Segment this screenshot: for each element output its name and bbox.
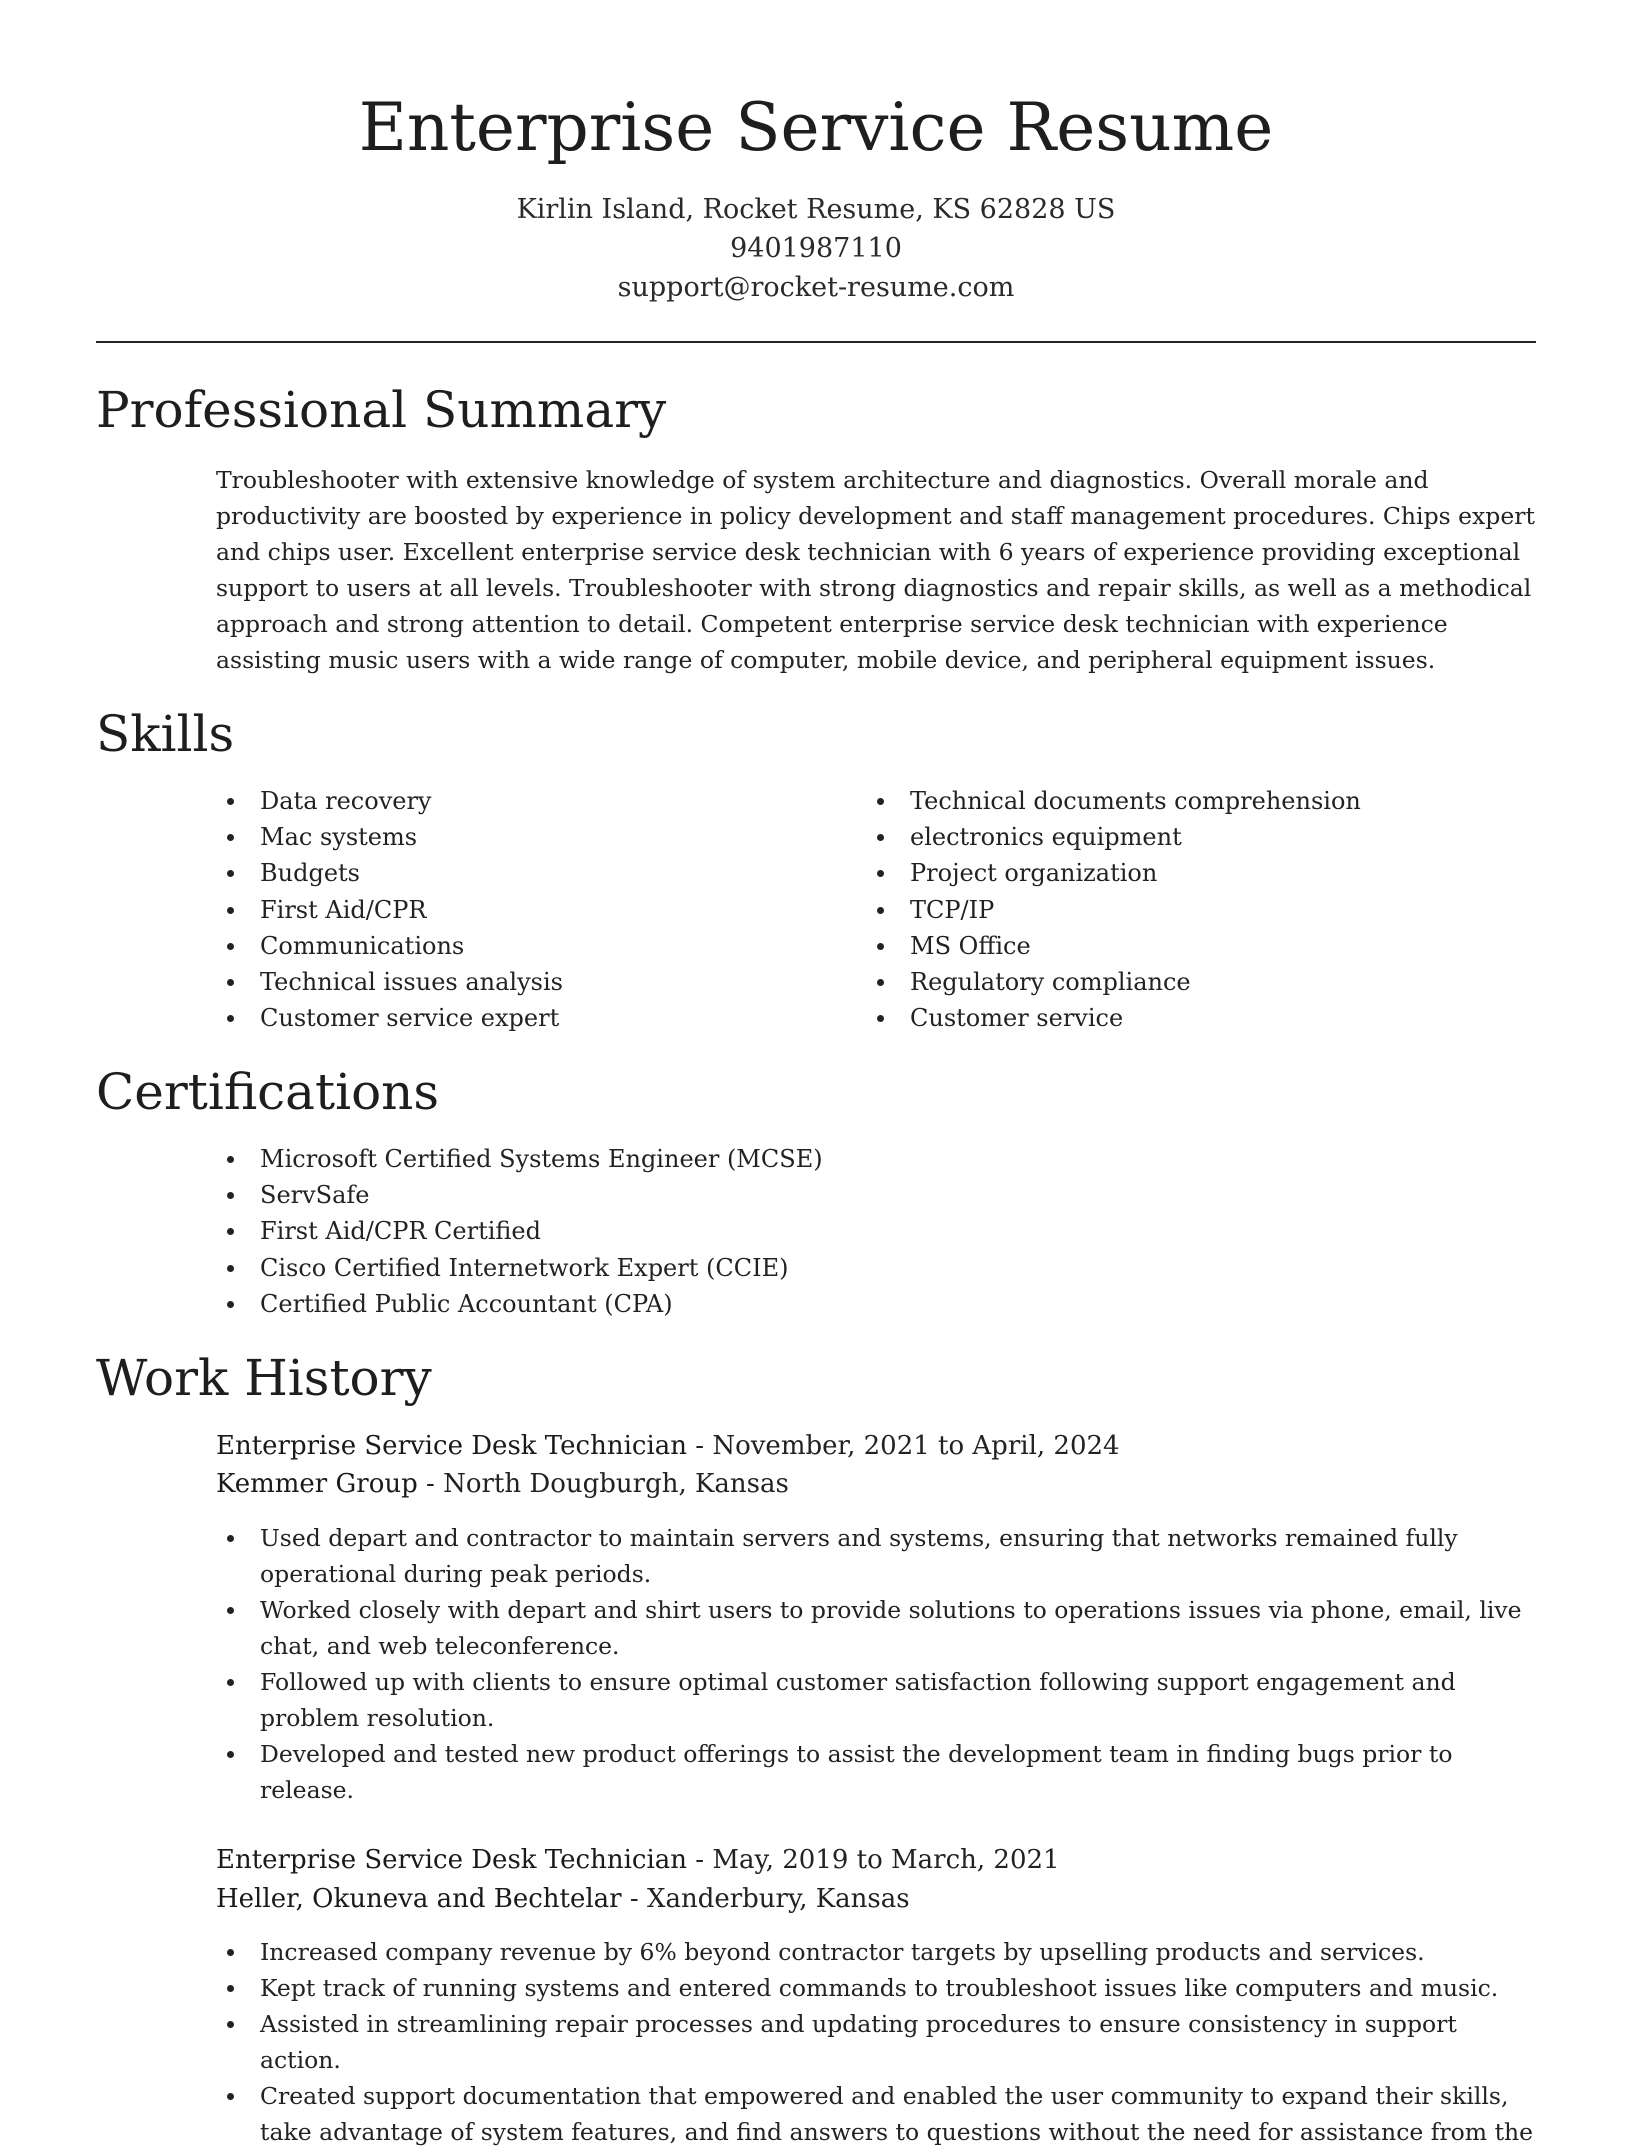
skill-item: Customer service expert xyxy=(216,1000,836,1036)
job-company-line xyxy=(216,1880,1536,1919)
skills-list-right xyxy=(866,783,1536,1036)
skill-item: Budgets xyxy=(216,855,836,891)
skills-heading: Skills xyxy=(96,705,235,763)
job-role: Enterprise Service Desk Technician xyxy=(216,1845,688,1875)
skill-item: Customer service xyxy=(866,1000,1536,1036)
job-dates: November, 2021 to April, 2024 xyxy=(712,1431,1120,1461)
contact-address: Kirlin Island, Rocket Resume, KS 62828 US xyxy=(516,194,1116,225)
contact-email: support@rocket-resume.com xyxy=(617,272,1015,303)
job-duties-list xyxy=(216,1520,1536,1808)
job-company-line xyxy=(216,1465,1536,1504)
certification-item: ServSafe xyxy=(216,1177,1536,1213)
job-separator: - xyxy=(417,1469,444,1499)
job-location: Xanderbury, Kansas xyxy=(646,1884,910,1914)
certifications-list xyxy=(216,1141,1536,1322)
job-separator: - xyxy=(621,1884,647,1914)
skill-item: Regulatory compliance xyxy=(866,964,1536,1000)
skill-item: Data recovery xyxy=(216,783,836,819)
skill-item: Project organization xyxy=(866,855,1536,891)
certification-item: First Aid/CPR Certified xyxy=(216,1213,1536,1249)
skill-item: TCP/IP xyxy=(866,892,1536,928)
job-title-line xyxy=(216,1841,1536,1880)
job-duty: Used depart and contractor to maintain servers and systems, ensuring that networks remained fully operational during peak periods. xyxy=(216,1520,1536,1592)
skill-item: Communications xyxy=(216,928,836,964)
summary-text: Troubleshooter with extensive knowledge of system architecture and diagnostics. Overall morale and productivity are boosted by experience in policy development and staff management procedures. Chips expert and chips user. Excellent enterprise service desk technician with 6 years of experience providing exceptional support to users at all levels. Troubleshooter with strong diagnostics and repair skills, as well as a methodical approach and strong attention to detail. Competent enterprise service desk technician with experience assisting music users with a wide range of computer, mobile device, and peripheral equipment issues. xyxy=(216,466,1535,674)
job-duty: Created support documentation that empowered and enabled the user community to expand their skills, take advantage of system features, and find answers to questions without the need for assistance from the xyxy=(216,2078,1536,2150)
work-history-heading: Work History xyxy=(96,1349,432,1407)
job-duty: Developed and tested new product offerings to assist the development team in finding bugs prior to release. xyxy=(216,1736,1536,1808)
job-duty: Followed up with clients to ensure optimal customer satisfaction following support engagement and problem resolution. xyxy=(216,1664,1536,1736)
job-duty: Assisted in streamlining repair processes and updating procedures to ensure consistency in support action. xyxy=(216,2006,1536,2078)
header-divider xyxy=(96,341,1536,343)
skill-item: electronics equipment xyxy=(866,819,1536,855)
skills-list-left xyxy=(216,783,836,1036)
certification-item: Certified Public Accountant (CPA) xyxy=(216,1286,1536,1322)
job-dates: May, 2019 to March, 2021 xyxy=(712,1845,1060,1875)
skill-item: Mac systems xyxy=(216,819,836,855)
job-duties-list xyxy=(216,1934,1536,2150)
certifications-heading: Certifications xyxy=(96,1063,440,1121)
skill-item: MS Office xyxy=(866,928,1536,964)
summary-heading: Professional Summary xyxy=(96,381,667,439)
job-title-line xyxy=(216,1427,1536,1466)
job-separator: - xyxy=(687,1431,713,1461)
skill-item: Technical documents comprehension xyxy=(866,783,1536,819)
contact-block xyxy=(0,190,1632,307)
skill-item: First Aid/CPR xyxy=(216,892,836,928)
job-separator: - xyxy=(687,1845,713,1875)
certification-item: Cisco Certified Internetwork Expert (CCIE) xyxy=(216,1250,1536,1286)
job-role: Enterprise Service Desk Technician xyxy=(216,1431,688,1461)
resume-title: Enterprise Service Resume xyxy=(358,89,1274,166)
job-duty: Increased company revenue by 6% beyond contractor targets by upselling products and services. xyxy=(216,1934,1536,1970)
job-location: North Dougburgh, Kansas xyxy=(443,1469,789,1499)
certification-item: Microsoft Certified Systems Engineer (MCSE) xyxy=(216,1141,1536,1177)
skill-item: Technical issues analysis xyxy=(216,964,836,1000)
job-duty: Worked closely with depart and shirt users to provide solutions to operations issues via phone, email, live chat, and web teleconference. xyxy=(216,1592,1536,1664)
job-company: Heller, Okuneva and Bechtelar xyxy=(216,1884,622,1914)
job-company: Kemmer Group xyxy=(216,1469,418,1499)
contact-phone: 9401987110 xyxy=(730,233,902,264)
job-duty: Kept track of running systems and entered commands to troubleshoot issues like computers and music. xyxy=(216,1970,1536,2006)
